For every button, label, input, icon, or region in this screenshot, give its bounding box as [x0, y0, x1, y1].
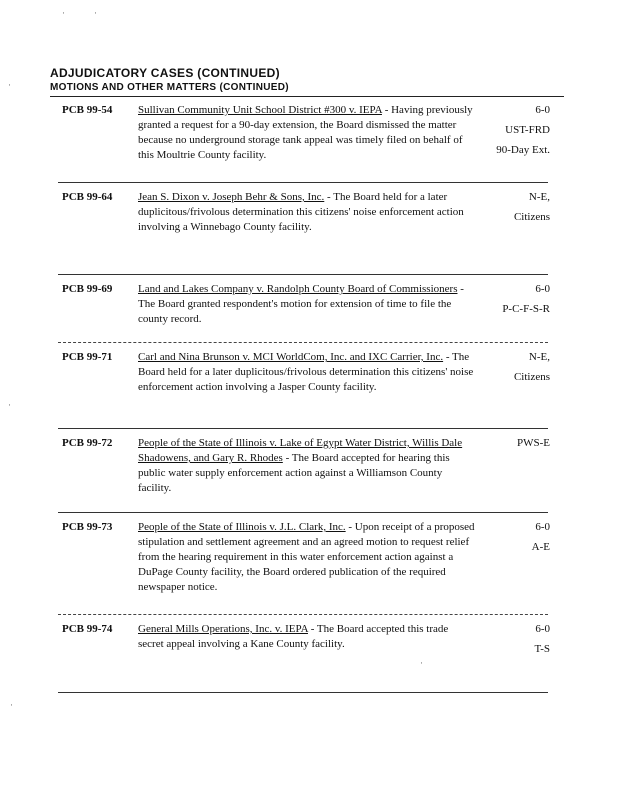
case-note-code: Citizens	[513, 211, 550, 223]
vote-code: 6-0	[535, 104, 550, 116]
case-caption: Land and Lakes Company v. Randolph County Board of Commissioners	[138, 283, 458, 295]
case-number: PCB 99-54	[62, 104, 113, 116]
case-description	[138, 520, 476, 595]
scan-speck: ·	[8, 80, 11, 90]
case-type-code: N-E,	[528, 191, 550, 203]
vote-code: 6-0	[535, 623, 550, 635]
vote-code: 6-0	[535, 283, 550, 295]
case-text: - The Board held for a later duplicitous/frivolous determination this citizens' noise enforcement action involving a Jasper County facility.	[138, 351, 474, 393]
case-codes	[470, 520, 550, 560]
case-description	[138, 190, 476, 235]
case-codes	[470, 190, 550, 230]
section-subtitle: MOTIONS AND OTHER MATTERS (CONTINUED)	[50, 82, 289, 93]
case-number: PCB 99-71	[62, 351, 113, 363]
case-text: - The Board held for a later duplicitous/frivolous determination this citizens' noise enforcement action involving a Winnebago County facility.	[138, 191, 464, 233]
case-codes	[470, 282, 550, 322]
case-type-code: N-E,	[528, 351, 550, 363]
case-caption: General Mills Operations, Inc. v. IEPA	[138, 623, 308, 635]
case-text: - Upon receipt of a proposed stipulation and settlement agreement and an agreed motion to request relief from the hearing requirement in this water enforcement action against a DuPage County facility, the Board ordered publication of the required newspaper notice.	[138, 521, 475, 593]
case-text: - The Board accepted for hearing this public water supply enforcement action against a Williamson County facility.	[138, 452, 450, 494]
case-note-code: 90-Day Ext.	[496, 144, 550, 156]
case-text: - Having previously granted a request for a 90-day extension, the Board dismissed the matter because no underground storage tank appeal was timely filed on behalf of this Moultrie County facility.	[138, 104, 473, 161]
case-description	[138, 282, 476, 327]
case-caption: People of the State of Illinois v. J.L. Clark, Inc.	[138, 521, 346, 533]
section-header	[50, 66, 560, 94]
case-type-code: A-E	[531, 541, 550, 553]
case-type-code: UST-FRD	[505, 124, 550, 136]
scan-speck: ·	[62, 8, 65, 18]
case-caption: Carl and Nina Brunson v. MCI WorldCom, Inc. and IXC Carrier, Inc.	[138, 351, 444, 363]
scan-speck: ·	[8, 400, 11, 410]
case-number: PCB 99-74	[62, 623, 113, 635]
vote-code: 6-0	[535, 521, 550, 533]
case-number: PCB 99-64	[62, 191, 113, 203]
case-type-code: P-C-F-S-R	[502, 303, 550, 315]
case-description	[138, 622, 476, 652]
scan-speck: ·	[420, 658, 423, 668]
case-number: PCB 99-69	[62, 283, 113, 295]
case-description	[138, 436, 476, 496]
case-separator	[58, 342, 548, 343]
case-type-code: T-S	[534, 643, 550, 655]
case-type-code: PWS-E	[517, 437, 550, 449]
case-codes	[470, 436, 550, 456]
case-text: - The Board accepted this trade secret appeal involving a Kane County facility.	[138, 623, 449, 650]
case-codes	[470, 622, 550, 662]
case-separator	[58, 274, 548, 275]
case-note-code: Citizens	[513, 371, 550, 383]
case-caption: People of the State of Illinois v. Lake of Egypt Water District, Willis Dale Shadowens, and Gary R. Rhodes	[138, 437, 463, 464]
case-separator	[58, 428, 548, 429]
case-separator	[58, 182, 548, 183]
case-codes	[470, 103, 550, 163]
case-caption: Sullivan Community Unit School District #300 v. IEPA	[138, 104, 382, 116]
case-description	[138, 103, 476, 163]
case-description	[138, 350, 476, 395]
case-separator	[58, 512, 548, 513]
case-codes	[470, 350, 550, 390]
header-rule	[50, 96, 564, 97]
case-text: - The Board granted respondent's motion for extension of time to file the county record.	[138, 283, 464, 325]
scan-speck: ·	[10, 700, 13, 710]
scan-speck: ·	[94, 8, 97, 18]
case-number: PCB 99-72	[62, 437, 113, 449]
case-caption: Jean S. Dixon v. Joseph Behr & Sons, Inc.	[138, 191, 325, 203]
case-separator	[58, 614, 548, 615]
case-separator	[58, 692, 548, 693]
case-number: PCB 99-73	[62, 521, 113, 533]
section-title: ADJUDICATORY CASES (CONTINUED)	[50, 66, 280, 80]
